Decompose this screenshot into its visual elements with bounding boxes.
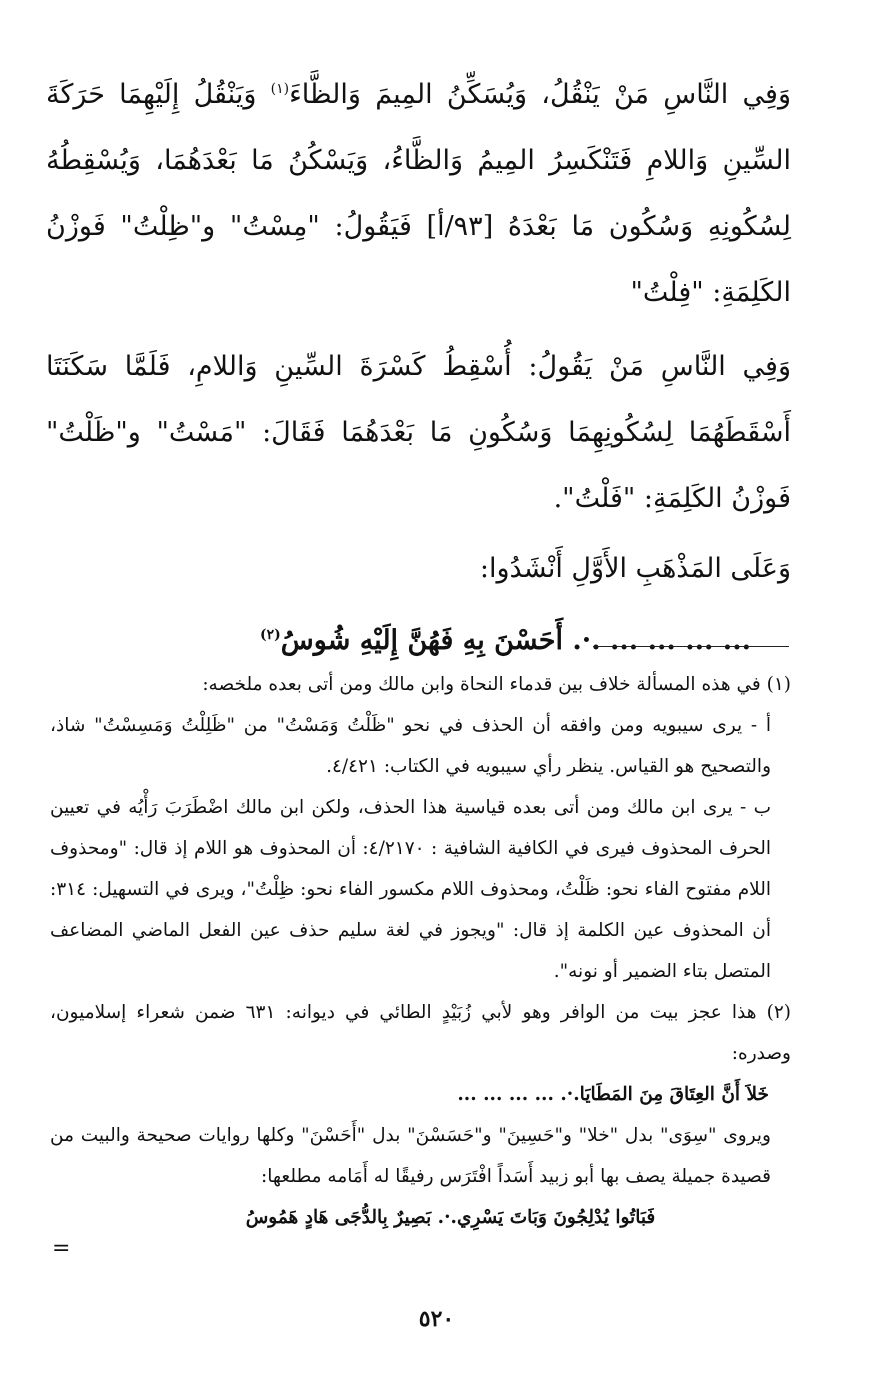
verse-text: ... ... ... ... .·. أَحَسْنَ بِهِ فَهُنَّ إِلَيْهِ شُوسُ <box>280 625 751 656</box>
footnote-1-point-a: أ - يرى سيبويه ومن وافقه أن الحذف في نحو "ظَلْتُ وَمَسْتُ" من "ظَلِلْتُ وَمَسِسْتُ" شاذ، والتصحيح هو القياس. ينظر رأي سيبويه في الكتاب: ٤/٤٢١. <box>50 715 771 777</box>
footnote-2-verse-2: فَبَاتُوا يُدْلِجُونَ وَبَاتَ يَسْرِي.·. بَصِيرٌ بِالدُّجَى هَادٍ هَمُوسُ <box>245 1207 656 1228</box>
verse-intro: وَعَلَى المَذْهَبِ الأَوَّلِ أَنْشَدُوا: <box>479 553 791 584</box>
footnote-marker-2: (٢) <box>260 627 281 643</box>
footnote-separator <box>593 646 789 647</box>
footnote-2-verse-1: خَلاَ أَنَّ العِتَاقَ مِنَ المَطَايَا.·. ... ... ... ... <box>457 1084 769 1105</box>
paragraph-2: وَفِي النَّاسِ مَنْ يَقُولُ: أُسْقِطُ كَسْرَةَ السِّينِ وَاللامِ، فَلَمَّا سَكَنَتَا أَسْقَطَهُمَا لِسُكُونِهِمَا وَسُكُونِ مَا بَعْدَهُمَا فَقَالَ: "مَسْتُ" و"ظَلْتُ" فَوزْنُ الكَلِمَةِ: "فَلْتُ". <box>46 351 791 514</box>
paragraph-1-continuation: وَيَنْقُلُ إِلَيْهِمَا حَرَكَةَ السِّينِ وَاللامِ فَتَنْكَسِرُ المِيمُ وَالظَّاءُ، وَيَسْكُنُ مَا بَعْدَهُمَا، وَيُسْقِطُهُ لِسُكُونِهِ وَسُكُون مَا بَعْدَهُ [٩٣/أ] فَيَقُولُ: "مِسْتُ" و"ظِلْتُ" فَوزْنُ الكَلِمَةِ: "فِلْتُ" <box>46 79 791 308</box>
footnote-marker-1: (١) <box>270 81 290 97</box>
footnote-2-heading: (٢) هذا عجز بيت من الوافر وهو لأبي زُبَيْدٍ الطائي في ديوانه: ٦٣١ ضمن شعراء إسلاميون، وصدره: <box>50 1002 791 1064</box>
footnote-1-point-b: ب - يرى ابن مالك ومن أتى بعده قياسية هذا الحذف، ولكن ابن مالك اضْطَرَبَ رَأْيُه في تعيين الحرف المحذوف فيرى في الكافية الشافية : ٤/٢١٧٠: أن المحذوف هو اللام إذ قال: "ومحذوف اللام مفتوح الفاء نحو: ظَلْتُ، ومحذوف اللام مكسور الفاء نحو: ظِلْتُ"، ويرى في التسهيل: ٣١٤: أن المحذوف عين الكلمة إذ قال: "ويجوز في لغة سليم حذف عين الفعل الماضي المضاعف المتصل بتاء الضمير أو نونه". <box>50 797 771 982</box>
footnote-1-heading: (١) في هذه المسألة خلاف بين قدماء النحاة وابن مالك ومن أتى بعده ملخصه: <box>202 674 791 695</box>
page-number: ٥٢٠ <box>418 1306 455 1332</box>
footnotes <box>50 664 791 1238</box>
paragraph-1 <box>46 62 791 326</box>
footnote-2-text: ويروى "سِوَى" بدل "خلا" و"حَسِينَ" و"حَسَسْنَ" بدل "أَحَسْنَ" وكلها روايات صحيحة والبيت من قصيدة جميلة يصف بها أبو زبيد أَسَداً افْتَرَس رفيقًا له أَمَامه مطلعها: <box>50 1125 771 1187</box>
continuation-mark: = <box>52 1236 71 1261</box>
main-text <box>46 62 791 674</box>
paragraph-1-opening: وَفِي النَّاسِ مَنْ يَنْقُلُ، وَيُسَكِّنُ المِيمَ وَالظَّاءَ <box>289 79 791 110</box>
